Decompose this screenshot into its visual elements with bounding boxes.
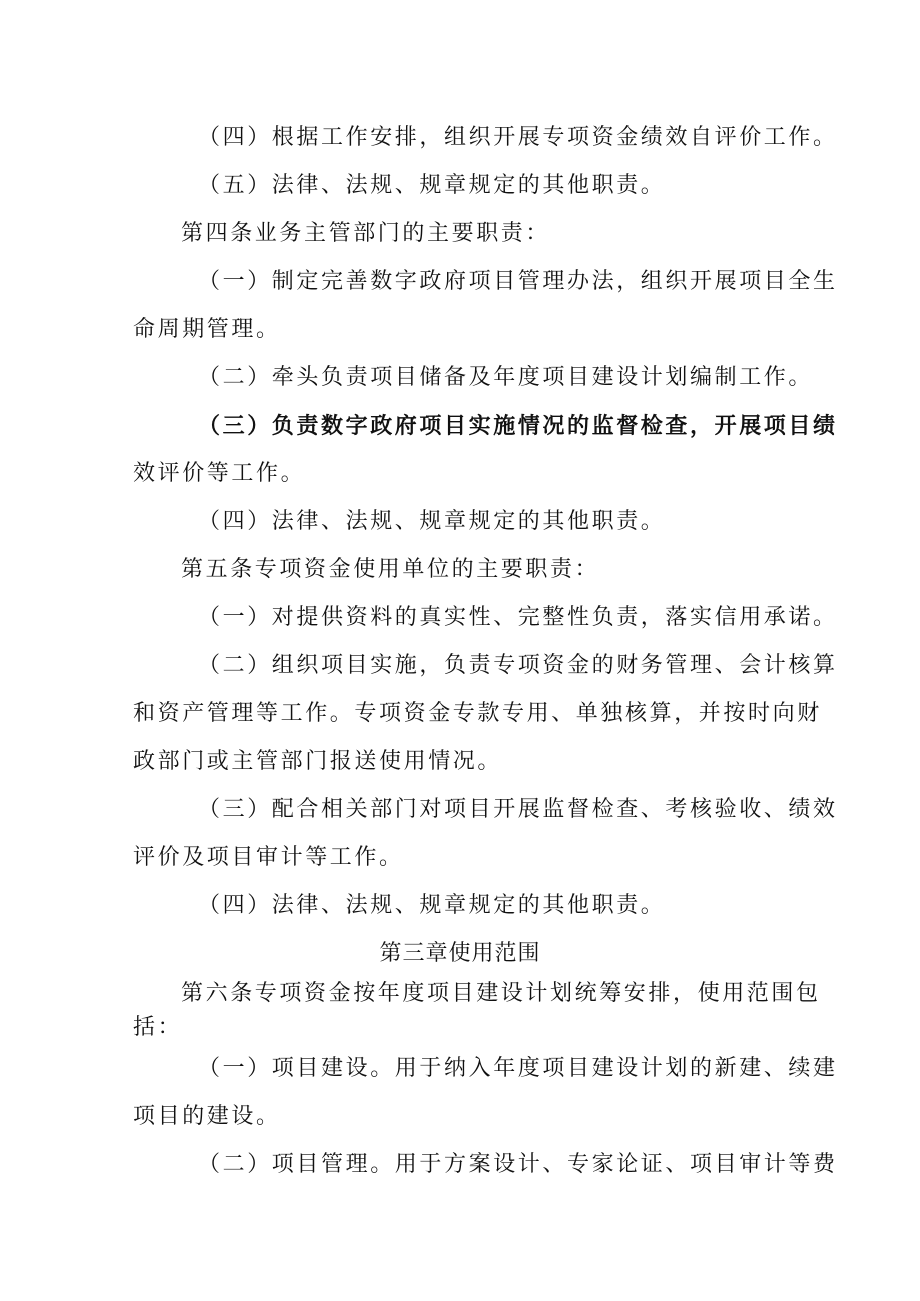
paragraph-line: （一）对提供资料的真实性、完整性负责，落实信用承诺。	[198, 605, 838, 630]
paragraph-line: （四）根据工作安排，组织开展专项资金绩效自评价工作。	[198, 125, 838, 150]
paragraph-line: 命周期管理。	[133, 317, 281, 342]
paragraph-line: （四）法律、法规、规章规定的其他职责。	[198, 893, 666, 918]
chapter-heading: 第三章使用范围	[379, 941, 541, 966]
article-heading-6: 第六条专项资金按年度项目建设计划统筹安排，使用范围包	[181, 981, 821, 1006]
paragraph-line: （四）法律、法规、规章规定的其他职责。	[198, 509, 666, 534]
paragraph-line: 项目的建设。	[133, 1104, 281, 1129]
paragraph-line: 和资产管理等工作。专项资金专款专用、单独核算，并按时向财	[133, 701, 822, 726]
article-heading-5: 第五条专项资金使用单位的主要职责：	[181, 557, 600, 582]
paragraph-line: （二）牵头负责项目储备及年度项目建设计划编制工作。	[198, 365, 814, 390]
paragraph-line: 效评价等工作。	[133, 461, 306, 486]
paragraph-line: 评价及项目审计等工作。	[133, 845, 404, 870]
paragraph-line: （二）组织项目实施，负责专项资金的财务管理、会计核算	[198, 653, 838, 678]
article-heading-4: 第四条业务主管部门的主要职责：	[181, 221, 551, 246]
paragraph-line: （三）配合相关部门对项目开展监督检查、考核验收、绩效	[198, 797, 838, 822]
paragraph-line: 括：	[133, 1015, 183, 1040]
paragraph-line: （一）制定完善数字政府项目管理办法，组织开展项目全生	[198, 269, 838, 294]
paragraph-line: （五）法律、法规、规章规定的其他职责。	[198, 173, 666, 198]
paragraph-line: （一）项目建设。用于纳入年度项目建设计划的新建、续建	[198, 1056, 838, 1081]
paragraph-line: 政部门或主管部门报送使用情况。	[133, 749, 503, 774]
paragraph-line: （二）项目管理。用于方案设计、专家论证、项目审计等费	[198, 1152, 838, 1177]
paragraph-line: （三）负责数字政府项目实施情况的监督检查，开展项目绩	[198, 413, 838, 439]
